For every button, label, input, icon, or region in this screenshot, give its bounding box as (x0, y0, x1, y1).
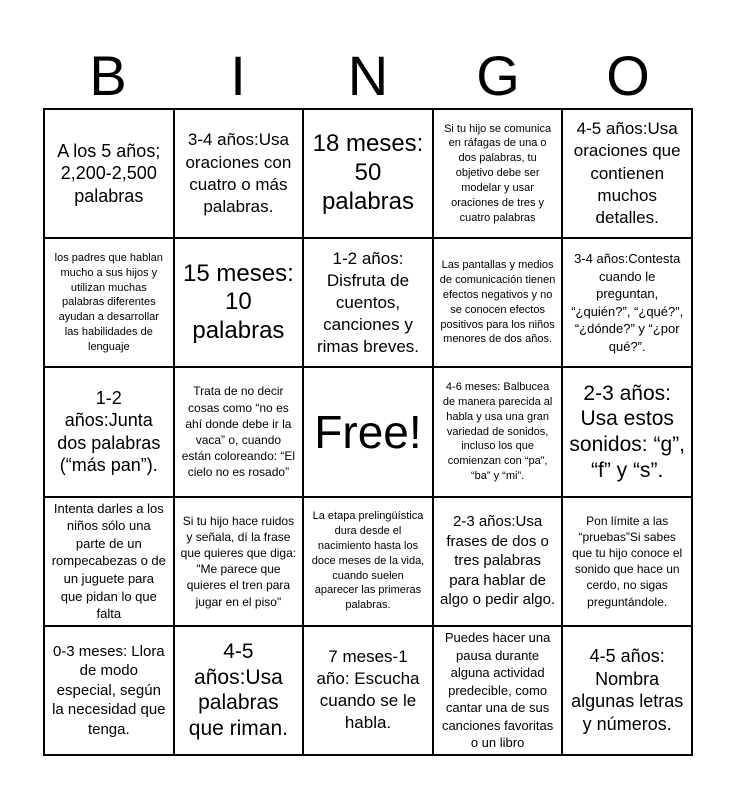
cell-text: Si tu hijo hace ruidos y señala, dí la frase que quieres que diga: "Me parece que quieres el tren para jugar en el piso" (180, 513, 297, 609)
bingo-cell-r3-c4[interactable] (433, 367, 563, 496)
cell-text: 15 meses: 10 palabras (183, 259, 294, 345)
bingo-cell-r2-c3[interactable] (303, 238, 433, 367)
cell-text: Intenta darles a los niños sólo una parte de un rompecabezas o de un juguete para que pidan lo que falta (51, 500, 166, 622)
cell-text: La etapa prelingüística dura desde el nacimiento hasta los doce meses de la vida, cuando suelen aparecer las primeras palabras. (311, 510, 425, 612)
cell-text: 1-2 años:Junta dos palabras (“más pan”). (57, 387, 161, 476)
bingo-cell-r2-c4[interactable] (433, 238, 563, 367)
cell-text: 3-4 años:Usa oraciones con cuatro o más palabras. (185, 130, 292, 216)
cell-text: 4-5 años: Nombra algunas letras y números. (571, 646, 684, 734)
header-letter-n: N (347, 44, 389, 107)
header-letter-g: G (476, 44, 520, 107)
bingo-cell-r5-c2[interactable] (174, 626, 304, 755)
bingo-cell-r4-c2[interactable] (174, 497, 304, 626)
bingo-cell-r2-c1[interactable] (44, 238, 174, 367)
cell-text: 7 meses-1 año: Escucha cuando se le habla. (316, 647, 420, 733)
cell-text: 4-5 años:Usa palabras que riman. (188, 640, 288, 740)
bingo-cell-r3-c5[interactable] (562, 367, 692, 496)
bingo-cell-r2-c5[interactable] (562, 238, 692, 367)
cell-text: Si tu hijo se comunica en ráfagas de una o dos palabras, tu objetivo debe ser modelar y usar oraciones de tres y cuatro palabras (444, 122, 552, 224)
bingo-cell-r1-c1[interactable] (44, 109, 174, 238)
bingo-cell-r4-c1[interactable] (44, 497, 174, 626)
bingo-cell-r1-c2[interactable] (174, 109, 304, 238)
cell-text: 3-4 años:Contesta cuando le preguntan, “¿quién?”, “¿qué?”, “¿dónde?” y “¿por qué?”. (571, 251, 684, 354)
bingo-cell-free[interactable] (303, 367, 433, 496)
bingo-cell-r2-c2[interactable] (174, 238, 304, 367)
cell-text: 18 meses: 50 palabras (312, 130, 424, 215)
bingo-card-grid (43, 108, 693, 756)
bingo-cell-r5-c5[interactable] (562, 626, 692, 755)
bingo-cell-r3-c1[interactable] (44, 367, 174, 496)
bingo-cell-r5-c4[interactable] (433, 626, 563, 755)
cell-text: 2-3 años:Usa frases de dos o tres palabras para hablar de algo o pedir algo. (440, 513, 556, 609)
bingo-cell-r5-c3[interactable] (303, 626, 433, 755)
bingo-cell-r4-c3[interactable] (303, 497, 433, 626)
cell-text: Trata de no decir cosas como “no es ahí donde debe ir la vaca” o, cuando están coloreando: “El cielo no es rosado” (181, 384, 296, 480)
bingo-header (43, 44, 693, 108)
cell-text: 0-3 meses: Llora de modo especial, según la necesidad que tenga. (52, 642, 166, 738)
cell-text: Pon límite a las “pruebas”Si sabes que tu hijo conoce el sonido que hace un cerdo, no sigas preguntándole. (572, 513, 683, 609)
bingo-cell-r3-c2[interactable] (174, 367, 304, 496)
cell-text: A los 5 años; 2,200-2,500 palabras (57, 140, 161, 206)
header-letter-i: I (230, 44, 246, 107)
header-letter-b: B (89, 44, 127, 107)
cell-text: 4-6 meses: Balbucea de manera parecida al habla y usa una gran variedad de sonidos, incluso los que comienzan con “pa”, “ba” y “mi”. (442, 381, 553, 483)
bingo-cell-r5-c1[interactable] (44, 626, 174, 755)
cell-text: Puedes hacer una pausa durante alguna actividad predecible, como cantar una de sus canciones favoritas o un libro (441, 629, 554, 751)
bingo-cell-r4-c4[interactable] (433, 497, 563, 626)
cell-text: Las pantallas y medios de comunicación tienen efectos negativos y no se conocen efectos positivos para los niños menores de dos años. (439, 259, 556, 346)
bingo-cell-r4-c5[interactable] (562, 497, 692, 626)
cell-text: 4-5 años:Usa oraciones que contienen muchos detalles. (573, 119, 681, 227)
cell-text: 2-3 años: Usa estos sonidos: “g”, “f” y “s”. (569, 381, 685, 482)
bingo-cell-r1-c5[interactable] (562, 109, 692, 238)
header-letter-o: O (606, 44, 650, 107)
cell-text: los padres que hablan mucho a sus hijos y utilizan muchas palabras diferentes ayudan a desarrollar las habilidades de lenguaje (54, 251, 163, 353)
bingo-cell-r1-c4[interactable] (433, 109, 563, 238)
free-space-label: Free! (314, 405, 422, 458)
cell-text: 1-2 años: Disfruta de cuentos, canciones y rimas breves. (316, 248, 419, 356)
bingo-cell-r1-c3[interactable] (303, 109, 433, 238)
